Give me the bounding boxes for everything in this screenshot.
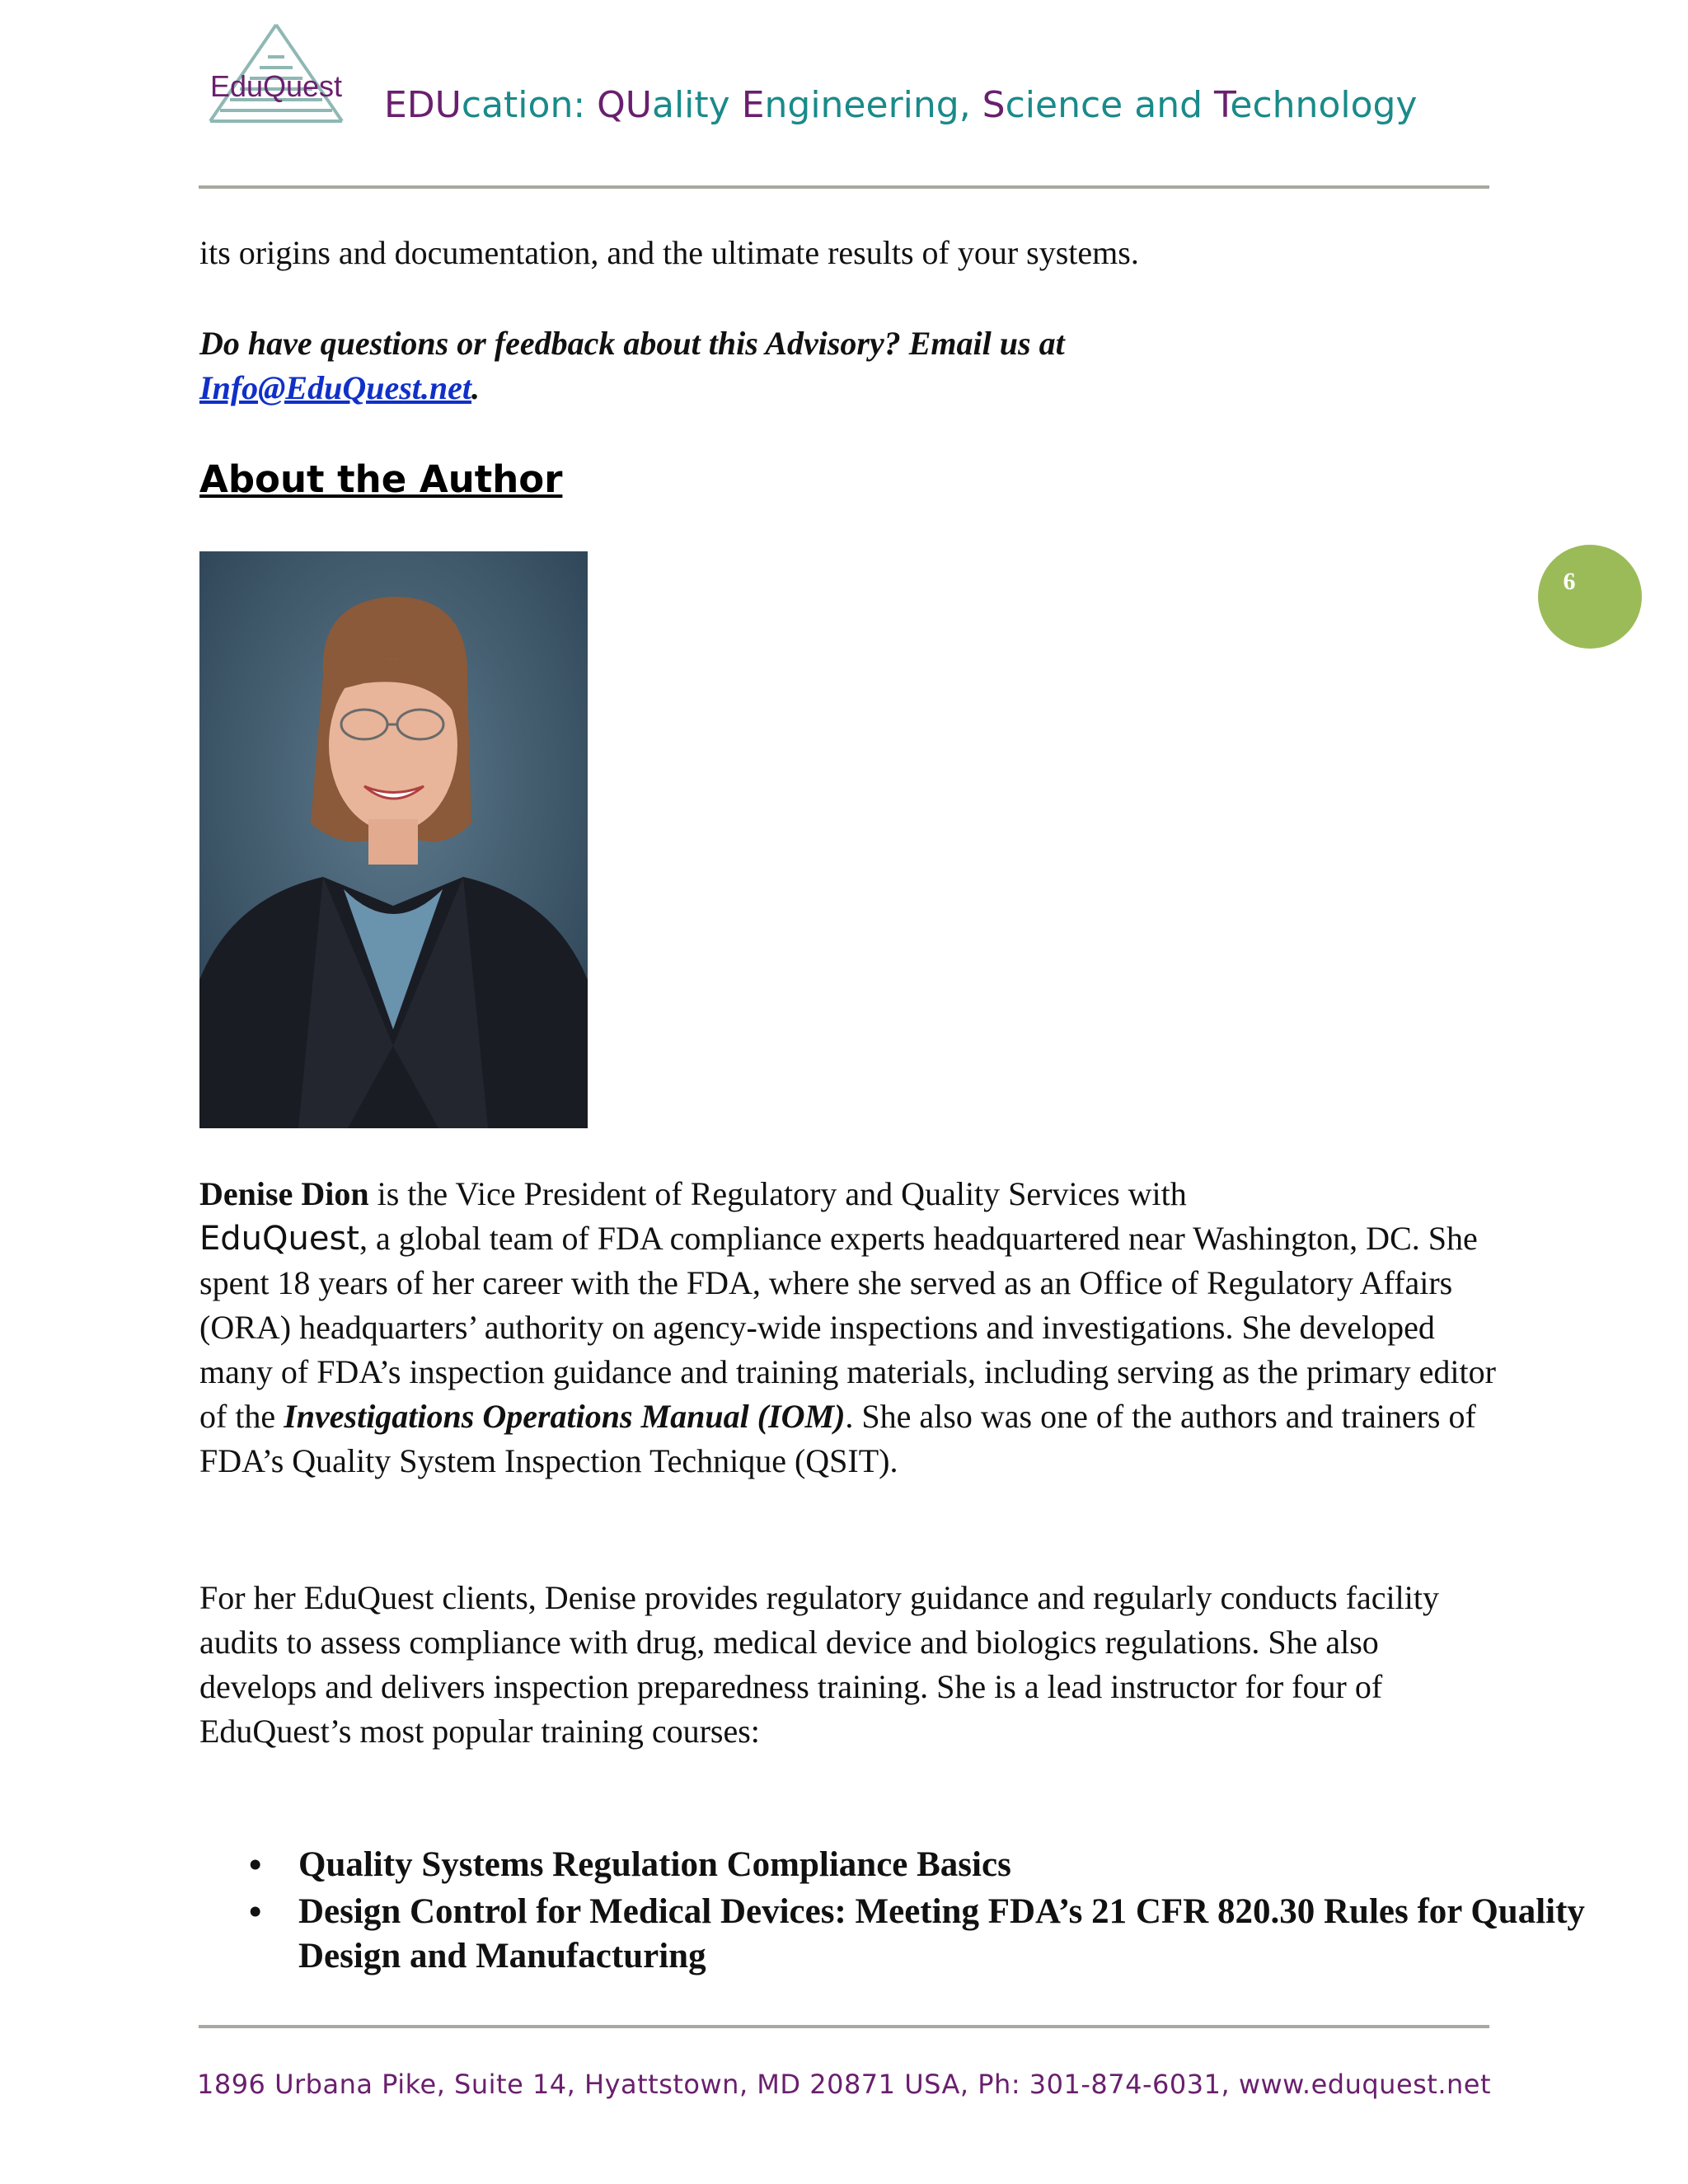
tagline-part: T <box>1214 84 1231 126</box>
header-divider <box>199 185 1489 189</box>
bio1-part2: , a global team of FDA compliance experts headquartered near Washington, DC. She spent 18 years of her career with the FDA, where she served as an Office of Regulatory Affairs (ORA) headquarters’ authority on agency-wide inspections and investigations. She developed many of FDA’s inspection guidance and training materials, including serving as the primary editor of the <box>199 1220 1496 1435</box>
course-item: • Quality Systems Regulation Compliance Basics <box>298 1843 1601 1887</box>
page-number: 6 <box>1563 568 1576 595</box>
eduquest-logo <box>202 18 350 129</box>
logo-wordmark: EduQuest <box>209 69 343 103</box>
bio1-brand: EduQuest <box>199 1220 359 1258</box>
tagline-part: S <box>982 84 1006 126</box>
tagline-part: QU <box>597 84 652 126</box>
header-tagline <box>384 84 1417 126</box>
continuation-text: its origins and documentation, and the ultimate results of your systems. <box>199 234 1139 271</box>
tagline-part: ality <box>651 84 742 126</box>
feedback-email-link[interactable]: Info@EduQuest.net <box>199 369 472 406</box>
feedback-period: . <box>471 369 481 406</box>
bio-paragraph-2: For her EduQuest clients, Denise provides regulatory guidance and regularly conducts facility audits to assess compliance with drug, medical device and biologics regulations. She also develops and delivers inspection preparedness training. She is a lead instructor for four of EduQuest’s most popular training courses: <box>199 1579 1439 1750</box>
feedback-prompt: Do have questions or feedback about this Advisory? Email us at <box>199 325 1065 362</box>
footer-address: 1896 Urbana Pike, Suite 14, Hyattstown, MD 20871 USA, Ph: 301-874-6031, www.eduquest.net <box>196 2069 1492 2100</box>
feedback-paragraph <box>199 321 1502 410</box>
tagline-part: cience and <box>1005 84 1214 126</box>
course-list <box>199 1843 1601 1981</box>
tagline-part: ngineering, <box>764 84 982 126</box>
bio1-part3: . She also was one of the authors and trainers of FDA’s Quality System Inspection Technique (QSIT). <box>199 1398 1476 1479</box>
author-name: Denise Dion <box>199 1175 369 1212</box>
tagline-part: E <box>741 84 765 126</box>
page-number-badge <box>1538 545 1642 649</box>
bio-paragraph-1 <box>199 1172 1502 1483</box>
tagline-part: cation: <box>461 84 598 126</box>
bio1-manual: Investigations Operations Manual (IOM) <box>284 1398 846 1435</box>
tagline-part: echnology <box>1230 84 1418 126</box>
author-portrait <box>199 551 588 1128</box>
about-author-heading: About the Author <box>199 457 563 501</box>
footer-divider <box>199 2025 1489 2028</box>
tagline-part: EDU <box>384 84 462 126</box>
bio1-part1: is the Vice President of Regulatory and Quality Services with <box>368 1175 1187 1212</box>
course-item: • Design Control for Medical Devices: Meeting FDA’s 21 CFR 820.30 Rules for Quality Design and Manufacturing <box>298 1890 1601 1979</box>
